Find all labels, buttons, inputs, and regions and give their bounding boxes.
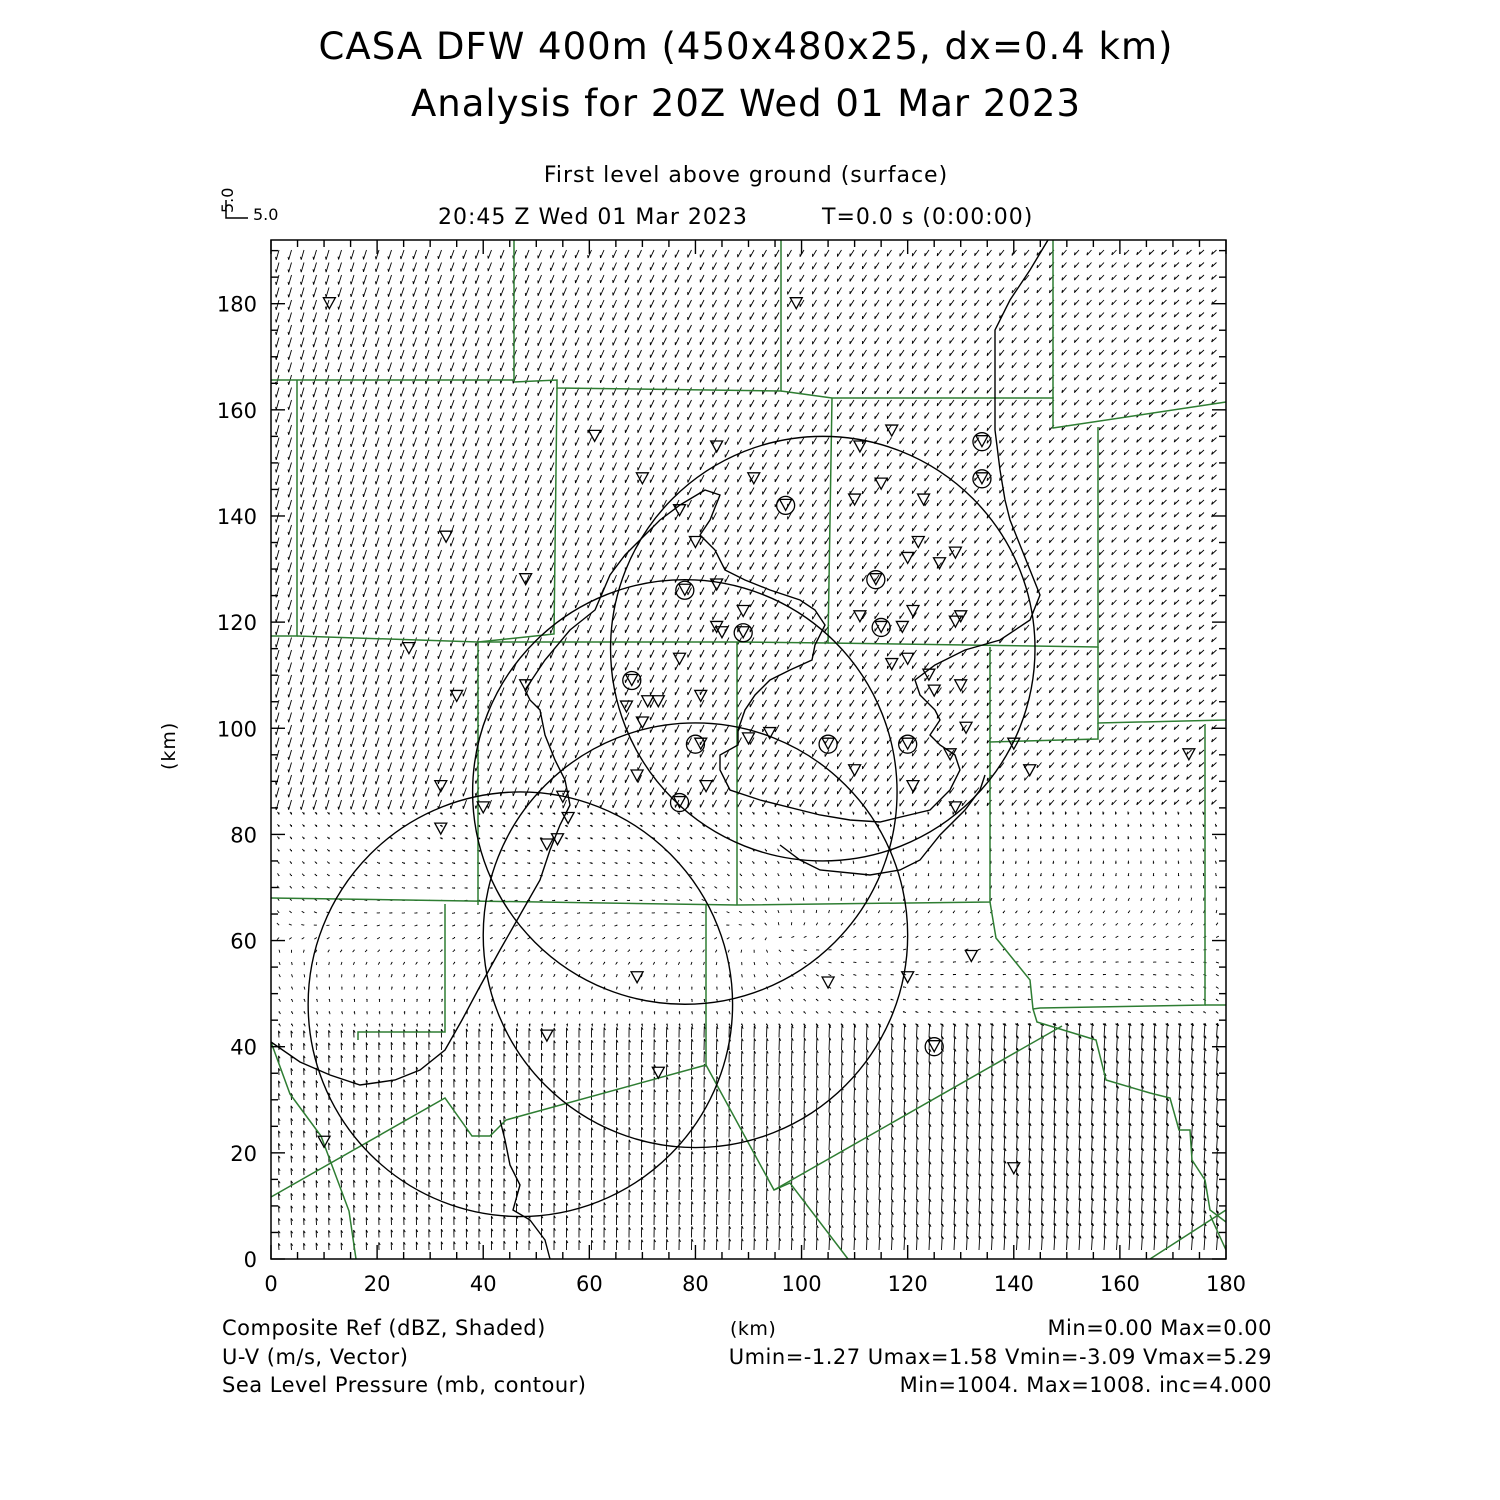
y-tick-label: 20: [230, 1141, 257, 1166]
station-marker: [934, 558, 946, 569]
x-axis-label: (km): [730, 1318, 777, 1340]
station-marker: [716, 627, 728, 638]
vector-key-v-label: 5.0: [218, 187, 237, 213]
y-axis-label: (km): [158, 721, 180, 770]
x-tick-label: 80: [682, 1272, 709, 1296]
station-marker: [902, 738, 914, 749]
footer-field1-stats: Min=0.00 Max=0.00: [1047, 1316, 1272, 1340]
vector-key-arrow: [226, 200, 248, 218]
station-marker: [679, 584, 691, 595]
station-marker: [976, 436, 988, 447]
station-marker: [976, 473, 988, 484]
station-marker: [928, 685, 940, 696]
station-marker: [822, 977, 834, 988]
wind-vectors: [276, 250, 1220, 1250]
sea-level-pressure-contours: [271, 240, 1048, 1259]
footer-field2-stats: Umin=-1.27 Umax=1.58 Vmin=-3.09 Vmax=5.29: [728, 1345, 1272, 1369]
x-tick-label: 40: [469, 1272, 497, 1296]
station-marker: [907, 606, 919, 617]
valid-time: 20:45 Z Wed 01 Mar 2023: [438, 205, 748, 230]
station-marker: [912, 537, 924, 548]
station-marker: [918, 494, 930, 505]
station-marker: [626, 675, 638, 686]
y-tick-label: 180: [216, 292, 257, 317]
station-marker: [949, 616, 961, 627]
station-marker: [737, 627, 749, 638]
station-marker: [435, 823, 447, 834]
x-tick-label: 140: [993, 1272, 1034, 1296]
station-marker: [780, 499, 792, 510]
x-tick-label: 0: [264, 1272, 278, 1296]
y-tick-label: 160: [216, 398, 257, 423]
footer-field2-label: U-V (m/s, Vector): [222, 1345, 409, 1369]
station-marker: [949, 547, 961, 558]
level-label: First level above ground (surface): [543, 163, 949, 188]
footer-field3-stats: Min=1004. Max=1008. inc=4.000: [899, 1373, 1272, 1397]
chart-title-line-2: Analysis for 20Z Wed 01 Mar 2023: [410, 82, 1082, 125]
station-marker: [743, 733, 755, 744]
station-marker: [875, 621, 887, 632]
y-tick-label: 100: [216, 717, 257, 742]
x-tick-label: 160: [1099, 1272, 1140, 1296]
station-marker: [849, 494, 861, 505]
radar-range-ring: [483, 723, 907, 1148]
station-marker: [1183, 749, 1195, 760]
vector-key-u-label: 5.0: [253, 205, 279, 224]
y-tick-label: 140: [216, 504, 257, 529]
y-tick-label: 80: [230, 823, 257, 848]
station-marker: [854, 441, 866, 452]
model-time: T=0.0 s (0:00:00): [822, 205, 1034, 230]
footer-field1-label: Composite Ref (dBZ, Shaded): [222, 1316, 546, 1340]
wind-vector-field: [276, 250, 1220, 1250]
station-marker: [700, 781, 712, 792]
station-marker: [907, 781, 919, 792]
station-marker: [695, 690, 707, 701]
station-marker: [875, 478, 887, 489]
y-tick-label: 60: [230, 929, 257, 954]
station-marker: [1008, 1163, 1020, 1174]
chart-title-line-1: CASA DFW 400m (450x480x25, dx=0.4 km): [318, 25, 1174, 68]
station-marker: [790, 298, 802, 309]
station-marker: [737, 606, 749, 617]
x-tick-label: 20: [363, 1272, 391, 1296]
y-tick-label: 0: [243, 1248, 257, 1272]
station-marker: [541, 1030, 553, 1041]
x-tick-label: 120: [887, 1272, 928, 1296]
x-tick-label: 100: [781, 1272, 822, 1296]
station-marker: [965, 950, 977, 961]
station-marker: [748, 473, 760, 484]
station-marker: [631, 972, 643, 983]
station-marker: [960, 722, 972, 733]
x-tick-label: 60: [575, 1272, 603, 1296]
x-tick-label: 180: [1205, 1272, 1247, 1296]
station-marker: [902, 552, 914, 563]
y-tick-label: 120: [216, 611, 257, 636]
y-tick-label: 40: [230, 1035, 257, 1060]
station-marker: [477, 802, 489, 813]
footer-field3-label: Sea Level Pressure (mb, contour): [222, 1373, 587, 1397]
